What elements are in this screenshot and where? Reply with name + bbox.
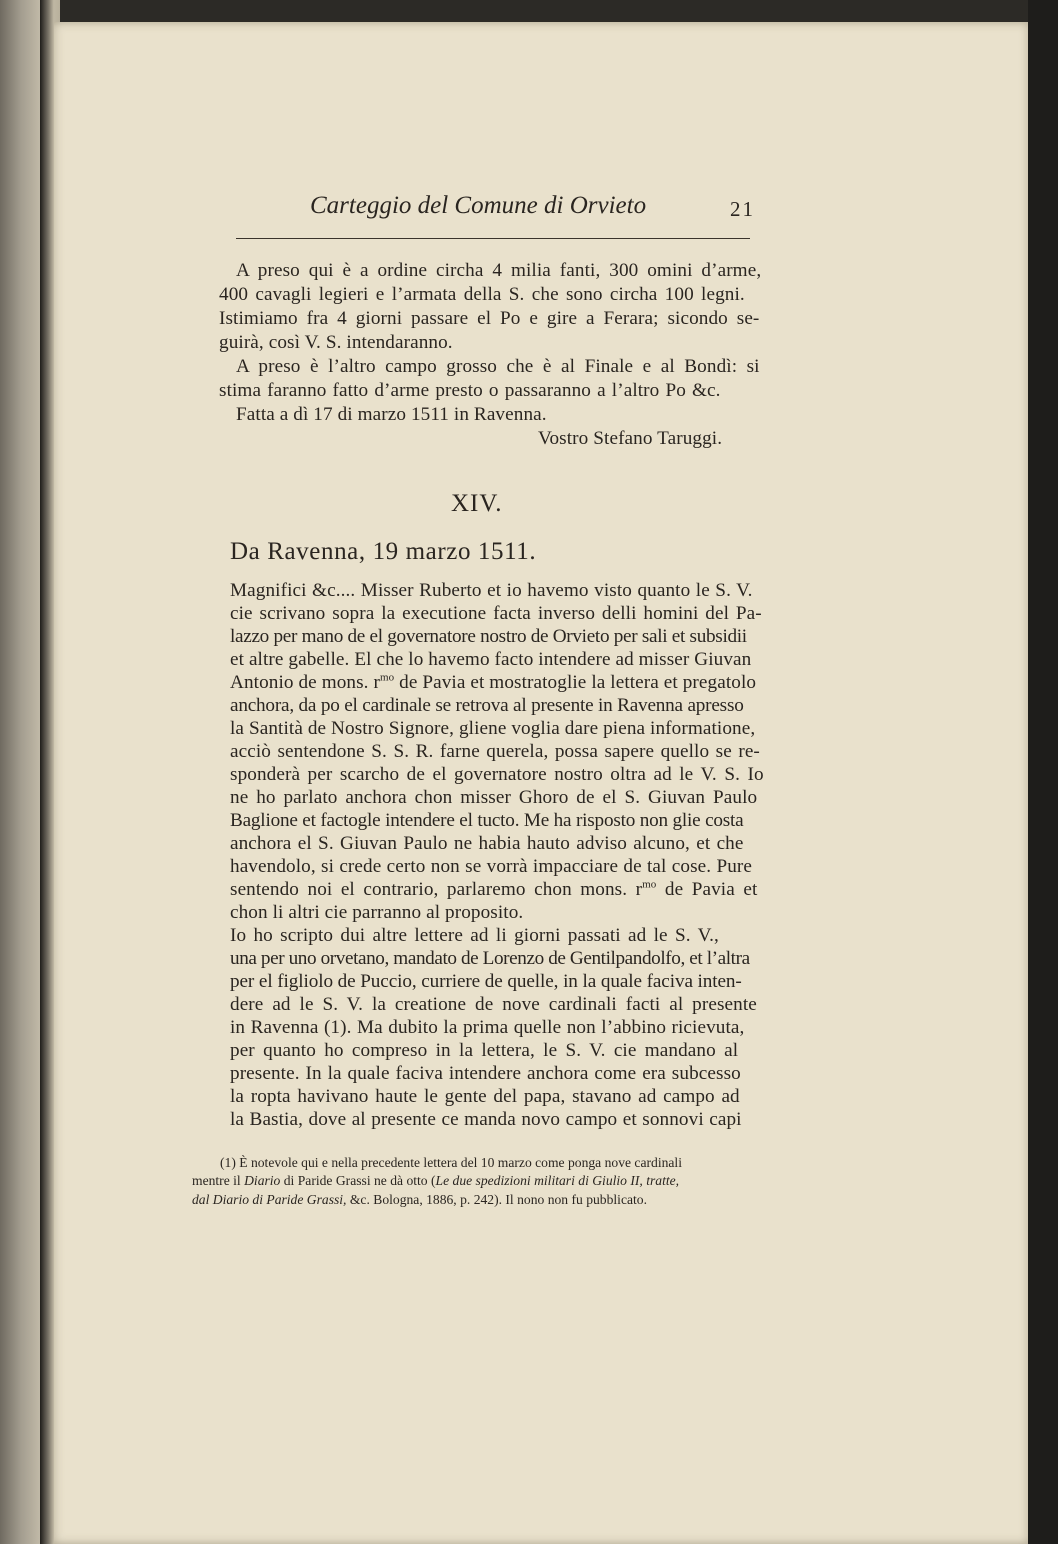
- letter-heading: Da Ravenna, 19 marzo 1511.: [230, 538, 537, 565]
- footnote-text: mentre il: [192, 1173, 245, 1188]
- body-line: presente. In la quale faciva intendere anchora come era subcesso: [230, 1063, 741, 1084]
- section-number: XIV.: [451, 490, 503, 517]
- body-line: Io ho scripto dui altre lettere ad li giorni passati ad le S. V.,: [230, 925, 719, 946]
- body-line: per el figliolo de Puccio, curriere de quelle, in la quale faciva inten-: [230, 971, 742, 992]
- body-line: anchora, da po el cardinale se retrova al presente in Ravenna apresso: [230, 695, 744, 716]
- body-line-text: de Pavia et mostratoglie la lettera et pregatolo: [394, 672, 757, 693]
- intro-line: A preso è l’altro campo grosso che è al Finale e al Bondì: si: [236, 356, 760, 377]
- body-line: sponderà per scarcho de el governatore nostro oltra ad le V. S. Io: [230, 764, 764, 785]
- footnote-line: [192, 1192, 647, 1208]
- intro-line: stima faranno fatto d’arme presto o passaranno a l’altro Po &c.: [219, 380, 721, 401]
- intro-line: Fatta a dì 17 di marzo 1511 in Ravenna.: [236, 404, 547, 425]
- footnote-text: &c. Bologna, 1886, p. 242). Il nono non fu pubblicato.: [346, 1192, 647, 1207]
- signature: Vostro Stefano Taruggi.: [538, 428, 723, 449]
- page-number: 21: [730, 197, 755, 221]
- body-line-text: sentendo noi el contrario, parlaremo chon mons. r: [230, 879, 643, 900]
- footnote-line: [192, 1173, 679, 1189]
- body-line: anchora el S. Giuvan Paulo ne habia hauto adviso alcuno, et che: [230, 833, 744, 854]
- header-rule: [236, 238, 750, 239]
- body-line: la ropta havivano haute le gente del papa, stavano ad campo ad: [230, 1086, 740, 1107]
- footnote-italic: Diario: [244, 1173, 281, 1188]
- intro-line: guirà, così V. S. intendaranno.: [219, 332, 453, 353]
- intro-line: A preso qui è a ordine circha 4 milia fanti, 300 omini d’arme,: [236, 260, 762, 281]
- book-spine: [40, 0, 54, 1544]
- body-line: et altre gabelle. El che lo havemo facto intendere ad misser Giuvan: [230, 649, 752, 670]
- body-line: Baglione et factogle intendere el tucto. Me ha risposto non glie costa: [230, 810, 744, 831]
- body-line: una per uno orvetano, mandato de Lorenzo de Gentilpandolfo, et l’altra: [230, 948, 750, 969]
- body-line: acciò sentendone S. S. R. farne querela, possa sapere quello se re-: [230, 741, 760, 762]
- body-line: Magnifici &c.... Misser Ruberto et io havemo visto quanto le S. V.: [230, 580, 753, 601]
- background-edge: [1028, 0, 1058, 1544]
- body-line: dere ad le S. V. la creatione de nove cardinali facti al presente: [230, 994, 757, 1015]
- body-line: la Bastia, dove al presente ce manda novo campo et sonnovi capi: [230, 1109, 742, 1130]
- body-line-text: de Pavia et: [656, 879, 758, 900]
- body-line-text: Antonio de mons. r: [230, 672, 380, 693]
- body-line: chon li altri cie parranno al proposito.: [230, 902, 524, 923]
- body-line: [230, 879, 757, 901]
- body-line: ne ho parlato anchora chon misser Ghoro de el S. Giuvan Paulo: [230, 787, 758, 808]
- footnote-line: (1) È notevole qui e nella precedente lettera del 10 marzo come ponga nove cardinali: [220, 1155, 682, 1170]
- body-line: [230, 672, 756, 694]
- running-title: Carteggio del Comune di Orvieto: [310, 192, 647, 219]
- footnote-italic: Le due spedizioni militari di Giulio II, tratte,: [435, 1173, 680, 1188]
- body-line: in Ravenna (1). Ma dubito la prima quelle non l’abbino ricievuta,: [230, 1017, 745, 1038]
- superscript: mo: [379, 671, 395, 684]
- footnote-italic: dal Diario di Paride Grassi,: [192, 1192, 347, 1207]
- body-line: la Santità de Nostro Signore, gliene voglia dare piena informatione,: [230, 718, 756, 739]
- body-line: cie scrivano sopra la executione facta inverso delli homini del Pa-: [230, 603, 762, 624]
- intro-line: Istimiamo fra 4 giorni passare el Po e gire a Ferara; sicondo se-: [219, 308, 760, 329]
- superscript: mo: [642, 878, 657, 891]
- body-line: per quanto ho compreso in la lettera, le S. V. cie mandano al: [230, 1040, 739, 1061]
- footnote-text: di Paride Grassi ne dà otto (: [280, 1173, 436, 1188]
- intro-line: 400 cavagli legieri e l’armata della S. che sono circha 100 legni.: [219, 284, 745, 305]
- body-line: lazzo per mano de el governatore nostro de Orvieto per sali et subsidii: [230, 626, 747, 647]
- body-line: havendolo, si crede certo non se vorrà impacciare de tal cose. Pure: [230, 856, 753, 877]
